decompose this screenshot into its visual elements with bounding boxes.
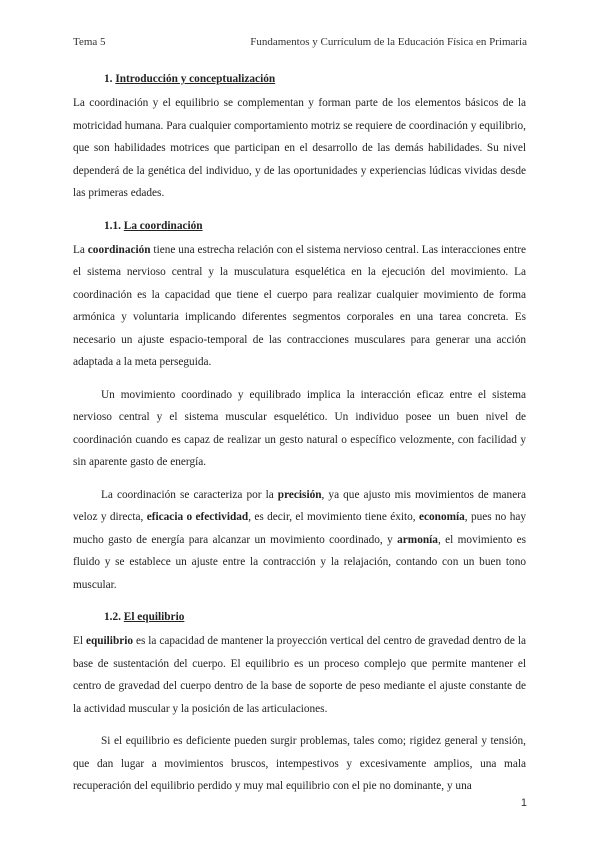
text-run: es la capacidad de mantener la proyección vertical del centro de gravedad dentro de la base de sustentación del cuerpo. El equilibrio es un proceso complejo que permite mantener el centro de gravedad del cuerpo dentro de la base de soporte de peso mediante el ajuste constante de la actividad muscular y la posición de las articulaciones. <box>73 635 526 715</box>
paragraph-balance-problems: Si el equilibrio es deficiente pueden surgir problemas, tales como; rigidez general y tensión, que dan lugar a movimientos bruscos, intempestivos y excesivamente amplios, una mala recuperación del equilibrio perdido y muy mal equilibrio con el pie no dominante, y una <box>73 735 526 792</box>
section-heading-1-2 <box>104 606 526 628</box>
header-topic: Tema 5 <box>73 36 106 48</box>
paragraph-coordination-characteristics <box>73 484 526 597</box>
section-heading-1 <box>104 68 526 90</box>
section-title: El equilibrio <box>123 611 185 623</box>
text-run: , es decir, el movimiento tiene éxito, <box>248 511 419 523</box>
text-run: , ya que ajusto mis movimientos de manera veloz y directa, <box>73 488 526 523</box>
section-heading-1-1 <box>104 215 526 237</box>
section-number: 1.1. <box>104 219 121 232</box>
section-number: 1. <box>104 73 113 85</box>
text-run: , el movimiento es fluido y se establece un ajuste entre la contracción y la relajación, contando con un buen tono muscular. <box>73 533 527 591</box>
section-title: Introducción y conceptualización <box>115 73 276 85</box>
bold-term: armonía <box>397 533 438 546</box>
paragraph-coordination-definition <box>73 239 526 374</box>
paragraph-coordinated-movement: Un movimiento coordinado y equilibrado implica la interacción eficaz entre el sistema nervioso central y el sistema muscular esquelético. Un individuo posee un buen nivel de coordinación cuando es capaz de realizar un gesto natural o específico velozmente, con facilidad y sin aparente gasto de energía. <box>73 388 526 468</box>
bold-term: equilibrio <box>85 635 134 647</box>
paragraph-balance-definition <box>73 630 526 720</box>
bold-term: coordinación <box>87 243 151 256</box>
text-run: El <box>73 635 86 647</box>
page-number: 1 <box>520 797 527 809</box>
document-body <box>73 64 526 798</box>
text-run: La coordinación se caracteriza por la <box>101 488 278 501</box>
text-run: tiene una estrecha relación con el sistema nervioso central. Las interacciones entre el sistema nervioso central y la musculatura esquelética en la ejecución del movimiento. La coordinación es la capacidad que tiene el cuerpo para realizar cualquier movimiento de forma armónica y voluntaria implicando diferentes segmentos corporales en una tarea concreta. Es necesario un ajuste espacio-temporal de las contracciones musculares para generar una acción adaptada a la meta perseguida. <box>73 243 526 368</box>
bold-term: eficacia o efectividad <box>146 511 249 523</box>
text-run: , pues no hay mucho gasto de energía para alcanzar un movimiento coordinado, y <box>73 511 526 546</box>
bold-term: precisión <box>277 488 322 501</box>
page-header <box>73 36 527 48</box>
text-run: La <box>73 243 88 256</box>
section-number: 1.2. <box>104 611 121 623</box>
bold-term: economía <box>418 511 465 523</box>
header-course: Fundamentos y Currículum de la Educación Física en Primaria <box>250 36 527 48</box>
paragraph-intro: La coordinación y el equilibrio se complementan y forman parte de los elementos básicos de la motricidad humana. Para cualquier comportamiento motriz se requiere de coordinación y equilibrio, que son habilidades motrices que participan en el desarrollo de las demás habilidades. Su nivel dependerá de la genética del individuo, y de las oportunidades y experiencias lúdicas vividas desde las primeras edades. <box>73 97 526 199</box>
section-title: La coordinación <box>123 219 203 232</box>
